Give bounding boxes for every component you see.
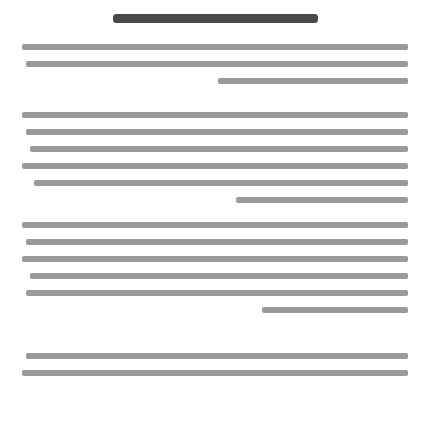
paragraph-line: [34, 180, 408, 186]
paragraph-line: [22, 256, 408, 262]
paragraph-1: [22, 44, 408, 84]
title-row: [0, 14, 430, 23]
title-placeholder: [113, 14, 318, 23]
paragraph-line: [22, 112, 408, 118]
paragraph-line: [22, 370, 408, 376]
paragraph-line: [236, 197, 408, 203]
paragraph-line: [22, 222, 408, 228]
paragraph-line: [262, 307, 408, 313]
paragraph-4: [22, 353, 408, 376]
paragraph-line: [30, 146, 408, 152]
paragraph-line: [22, 163, 408, 169]
paragraph-line: [26, 61, 408, 67]
paragraph-line: [22, 44, 408, 50]
paragraph-line: [26, 290, 408, 296]
paragraph-line: [30, 273, 408, 279]
paragraph-line: [218, 78, 408, 84]
paragraph-line: [26, 353, 408, 359]
paragraph-3: [22, 222, 408, 313]
paragraph-line: [26, 129, 408, 135]
paragraph-2: [22, 112, 408, 203]
paragraph-line: [26, 239, 408, 245]
